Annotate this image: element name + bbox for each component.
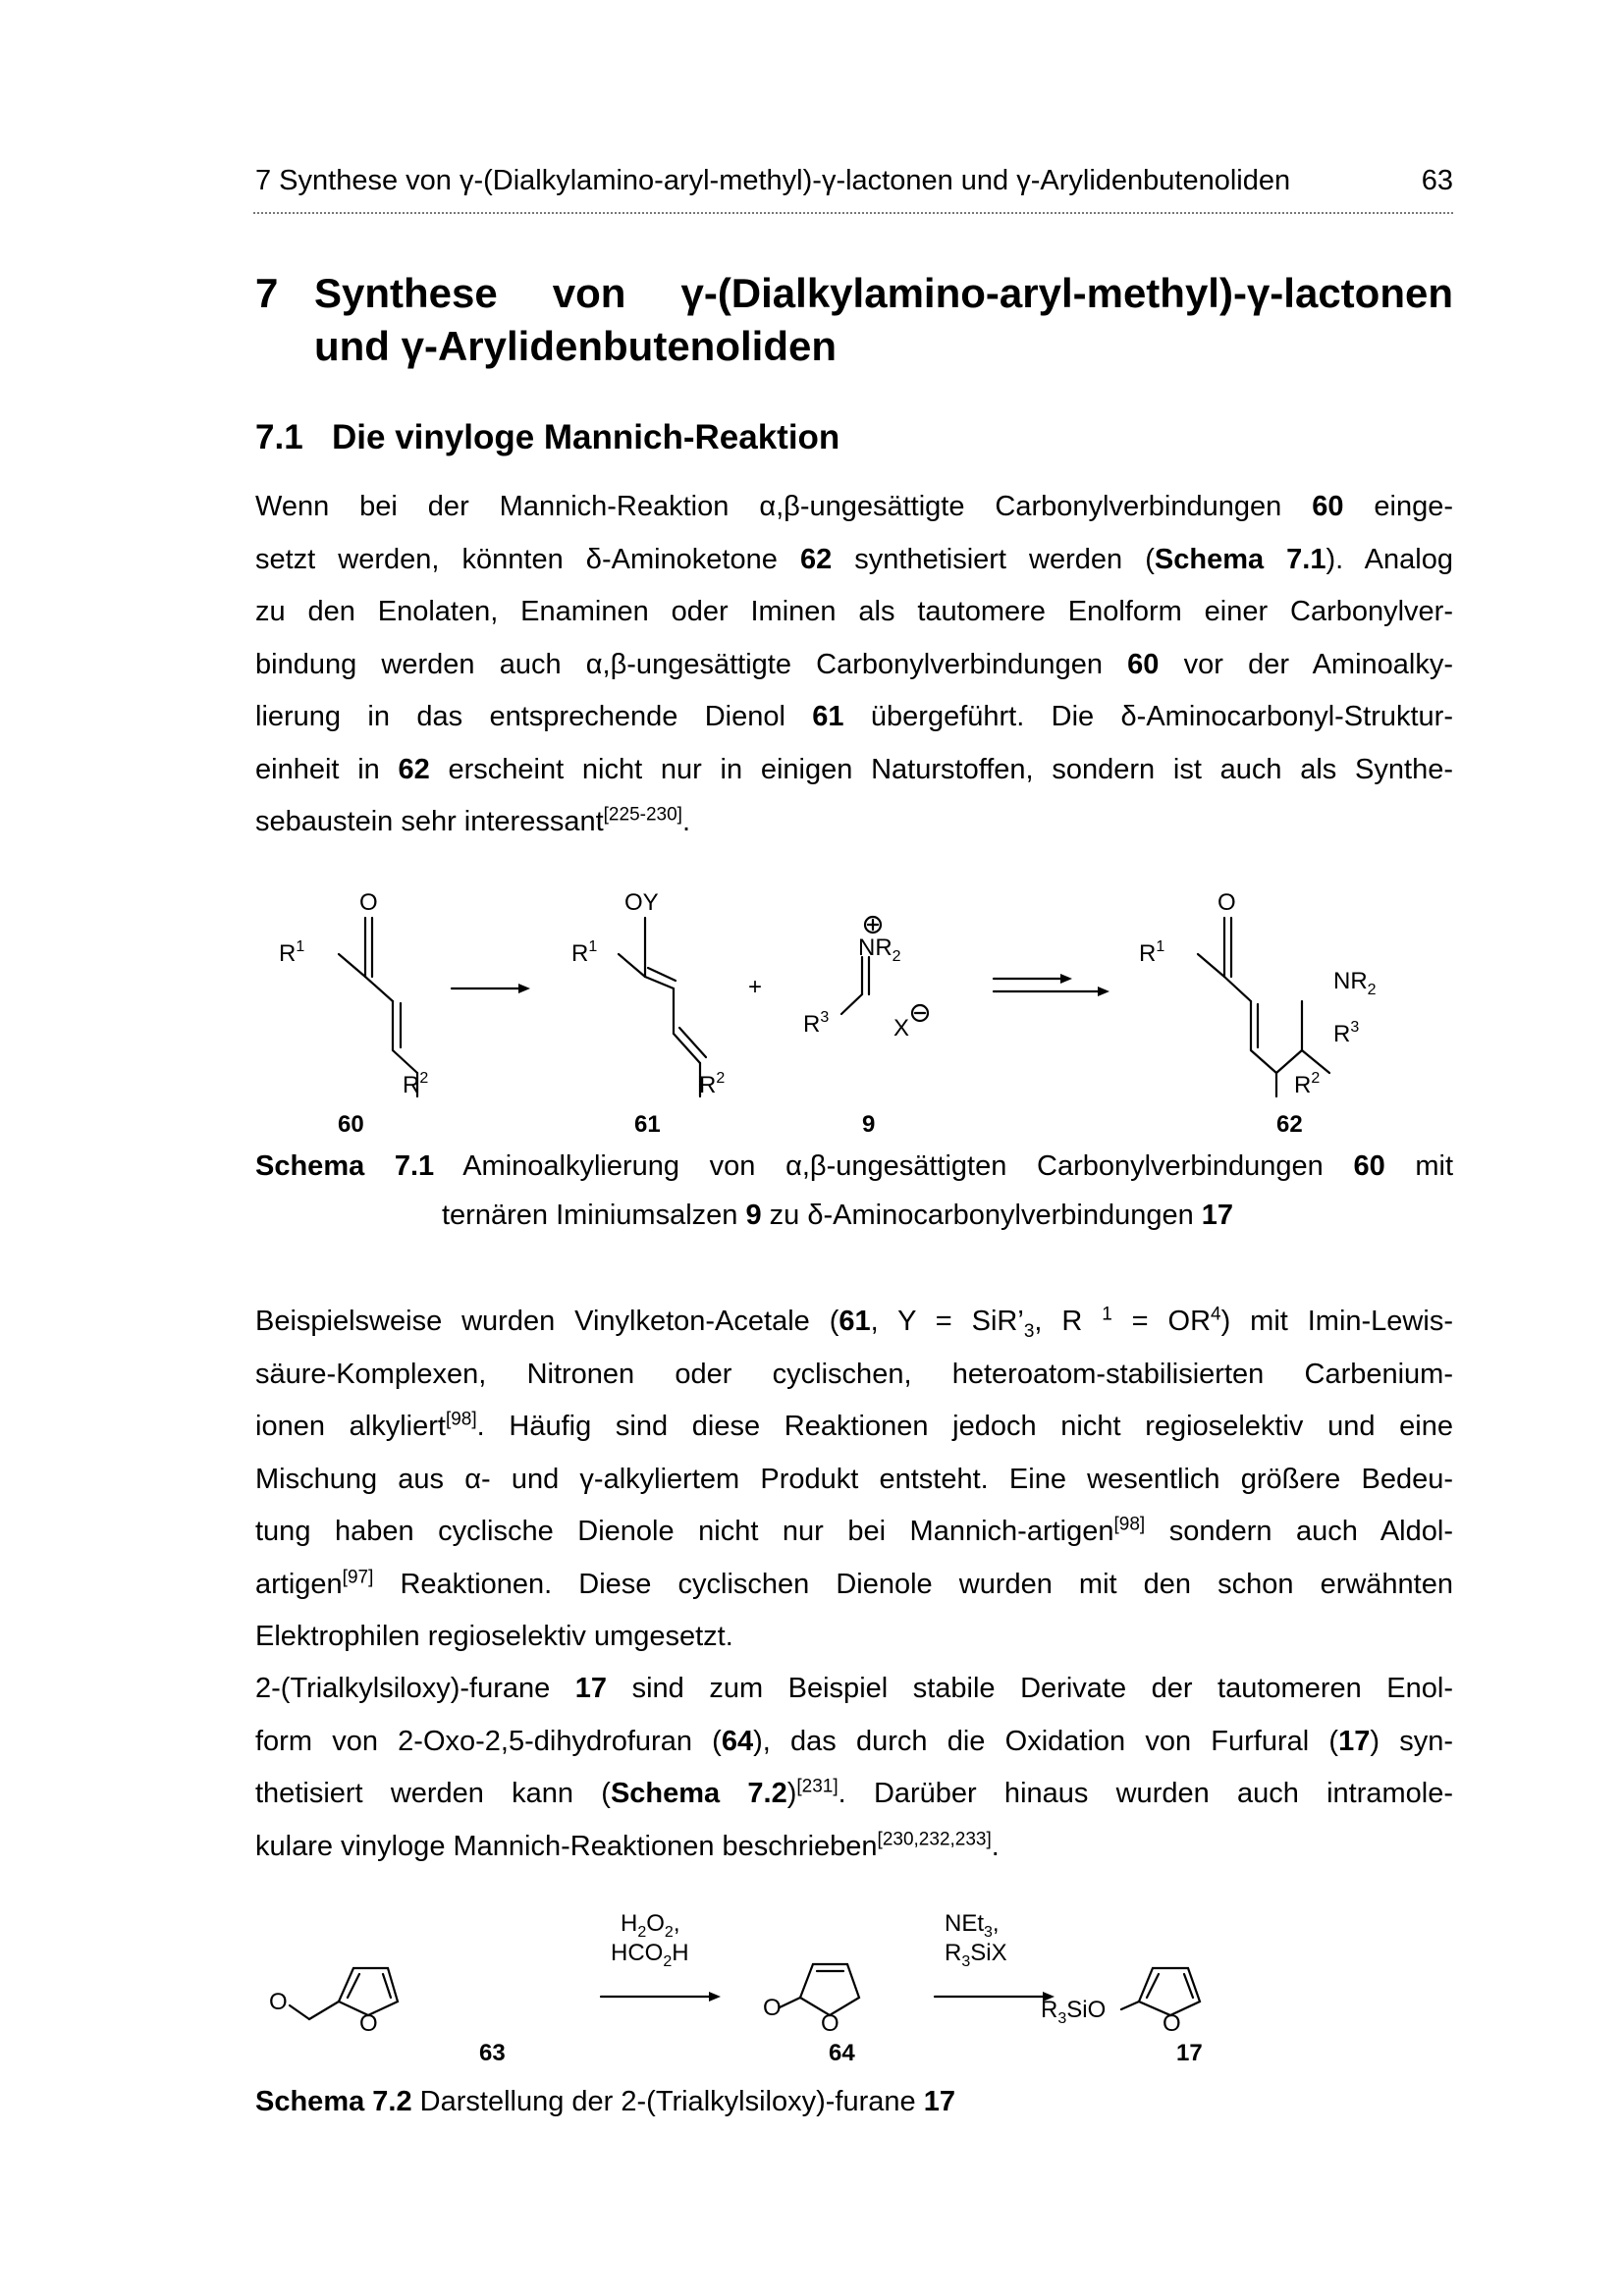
text-line: Beispielsweise wurden Vinylketon-Acetale (61, $Y = SiR’_3$, R $^1 = OR^4$) mit Imin-Lewis- bbox=[255, 1304, 1453, 1342]
text-line: thetisiert werden kann (Schema 7.2)[231]. Darüber hinaus wurden auch intramole- bbox=[255, 1776, 1453, 1809]
text-line: ionen alkyliert[98]. Häufig sind diese Reaktionen jedoch nicht regioselektiv und eine bbox=[255, 1409, 1453, 1442]
text-line: zu den Enolaten, Enaminen oder Iminen als tautomere Enolform einer Carbonylver- bbox=[255, 596, 1453, 627]
svg-text:R1: $R^1$ bbox=[1139, 938, 1165, 967]
svg-text:NR2: $NR_2$ bbox=[1333, 968, 1377, 998]
compound-label-9: 9 bbox=[862, 1111, 876, 1134]
svg-text:+: + bbox=[748, 974, 763, 1000]
compound-label-61: 61 bbox=[634, 1111, 661, 1134]
svg-text:O: O bbox=[359, 889, 378, 916]
svg-text:O: O bbox=[763, 1995, 782, 2021]
section-title: Die vinyloge Mannich-Reaktion bbox=[332, 418, 840, 456]
structure-60 bbox=[339, 918, 417, 1096]
svg-text:NR2: $NR_2$ bbox=[858, 934, 901, 965]
compound-label-62: 62 bbox=[1276, 1111, 1303, 1134]
text-line: setzt werden, könnten δ-Aminoketone 62 synthetisiert werden (Schema 7.1). Analog bbox=[255, 543, 1453, 575]
structure-17 bbox=[1121, 1968, 1200, 2015]
paragraph-1 bbox=[255, 481, 1453, 849]
text-line: Wenn bei der Mannich-Reaktion α,β-ungesättigte Carbonylverbindungen 60 einge- bbox=[255, 491, 1454, 522]
svg-text:X: X bbox=[893, 1015, 910, 1041]
caption-line-1: Schema 7.1 Aminoalkylierung von α,β-ungesättigten Carbonylverbindungen 60 mit bbox=[255, 1150, 1454, 1182]
structure-63 bbox=[290, 1968, 398, 2019]
text-line: tung haben cyclische Dienole nicht nur bei Mannich-artigen[98] sondern auch Aldol- bbox=[255, 1514, 1453, 1547]
chapter-title-line-1: Synthese von γ-(Dialkylamino-aryl-methyl)-γ-lactonen bbox=[314, 270, 1453, 316]
scheme-7-2 bbox=[255, 1899, 1453, 2071]
page-number: 63 bbox=[1421, 165, 1453, 196]
text-line: Elektrophilen regioselektiv umgesetzt. bbox=[255, 1621, 733, 1652]
svg-text:R1: $R^1$ bbox=[279, 938, 305, 967]
svg-text:H2O2,: $H_2O_2$, bbox=[621, 1910, 680, 1941]
svg-text:O: O bbox=[1163, 2010, 1181, 2037]
svg-text:R2: $R^2$ bbox=[403, 1070, 429, 1098]
caption-line: Schema 7.2 Darstellung der 2-(Trialkylsiloxy)-furane 17 bbox=[255, 2086, 955, 2117]
running-header bbox=[255, 163, 1453, 198]
paragraph-2 bbox=[255, 1296, 1453, 1664]
text-line: lierung in das entsprechende Dienol 61 übergeführt. Die δ-Aminocarbonyl-Struktur- bbox=[255, 701, 1453, 732]
svg-text:R2: $R^2$ bbox=[1294, 1070, 1321, 1098]
svg-text:OY: OY bbox=[624, 889, 659, 916]
text-line: bindung werden auch α,β-ungesättigte Carbonylverbindungen 60 vor der Aminoalky- bbox=[255, 648, 1453, 680]
structure-61 bbox=[619, 918, 706, 1096]
svg-text:O: O bbox=[1217, 889, 1236, 916]
section-heading bbox=[255, 416, 839, 459]
section-number: 7.1 bbox=[255, 418, 303, 456]
svg-text:O: O bbox=[269, 1989, 288, 2015]
structure-9 bbox=[841, 917, 928, 1021]
paragraph-3 bbox=[255, 1663, 1453, 1873]
text-line: säure-Komplexen, Nitronen oder cyclischen, heteroatom-stabilisierten Carbenium- bbox=[255, 1358, 1453, 1390]
scheme-7-1 bbox=[255, 879, 1453, 1134]
text-line: Mischung aus α- und γ-alkyliertem Produkt entsteht. Eine wesentlich größere Bedeu- bbox=[255, 1463, 1453, 1495]
svg-text:R1: $R^1$ bbox=[571, 938, 598, 967]
compound-label-60: 60 bbox=[338, 1111, 364, 1134]
svg-text:HCO2H: $HCO_2H$ bbox=[611, 1940, 689, 1970]
text-line: einheit in 62 erscheint nicht nur in einigen Naturstoffen, sondern ist auch als Synthe- bbox=[255, 753, 1453, 785]
svg-text:R3: $R^3$ bbox=[1333, 1019, 1360, 1047]
svg-text:O: O bbox=[359, 2010, 378, 2037]
scheme-7-1-caption bbox=[255, 1142, 1453, 1240]
running-title: 7 Synthese von γ-(Dialkylamino-aryl-methyl)-γ-lactonen und γ-Arylidenbutenoliden bbox=[255, 165, 1291, 196]
text-line: kulare vinyloge Mannich-Reaktionen beschrieben[230,232,233]. bbox=[255, 1828, 1000, 1862]
svg-text:NEt3,: NEt$_3$, bbox=[945, 1910, 1000, 1941]
scheme-7-2-caption bbox=[255, 2077, 1453, 2126]
svg-text:R3SiX: $R_3SiX$ bbox=[945, 1940, 1007, 1970]
chapter-title-line-2: und γ-Arylidenbutenoliden bbox=[314, 323, 837, 369]
compound-label-17: 17 bbox=[1176, 2040, 1203, 2066]
header-divider bbox=[253, 212, 1453, 214]
text-line: 2-(Trialkylsiloxy)-furane 17 sind zum Beispiel stabile Derivate der tautomeren Enol- bbox=[255, 1673, 1453, 1704]
compound-label-63: 63 bbox=[479, 2040, 506, 2066]
chapter-number: 7 bbox=[255, 270, 279, 316]
text-line: artigen[97] Reaktionen. Diese cyclischen Dienole wurden mit den schon erwähnten bbox=[255, 1566, 1453, 1600]
structure-64 bbox=[780, 1964, 859, 2015]
caption-line-2: ternären Iminiumsalzen 9 zu δ-Aminocarbonylverbindungen 17 bbox=[442, 1200, 1234, 1231]
text-line: form von 2-Oxo-2,5-dihydrofuran (64), das durch die Oxidation von Furfural (17) syn- bbox=[255, 1725, 1454, 1757]
structure-62 bbox=[1198, 918, 1329, 1096]
svg-text:R2: $R^2$ bbox=[699, 1070, 726, 1098]
svg-text:R3: $R^3$ bbox=[803, 1009, 830, 1038]
compound-label-64: 64 bbox=[829, 2040, 855, 2066]
svg-text:O: O bbox=[821, 2010, 839, 2037]
svg-text:R3SiO: $R_3SiO$ bbox=[1041, 1997, 1107, 2027]
text-line: sebaustein sehr interessant[225-230]. bbox=[255, 804, 691, 837]
